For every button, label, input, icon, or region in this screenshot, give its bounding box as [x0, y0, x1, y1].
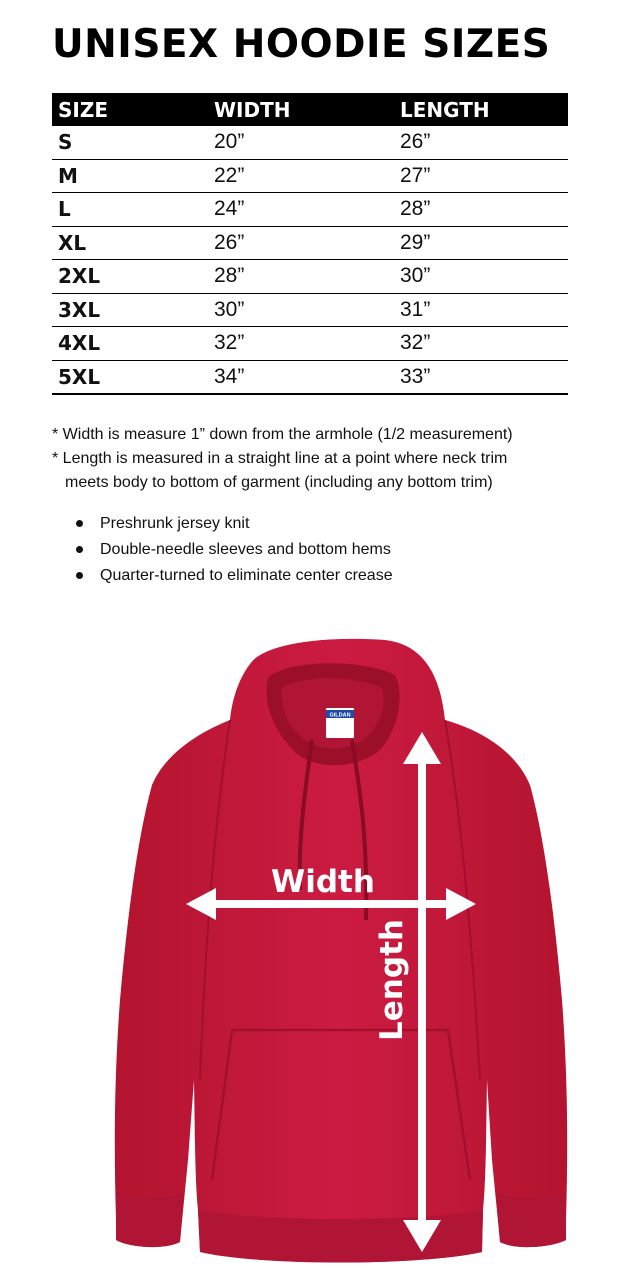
table-row — [52, 126, 568, 159]
length-cell: 33” — [394, 360, 568, 394]
size-cell: 3XL — [52, 293, 208, 327]
table-row — [52, 226, 568, 260]
header-size: SIZE — [52, 93, 208, 126]
header-length: LENGTH — [394, 93, 568, 126]
width-label: Width — [271, 864, 375, 900]
right-cuff — [496, 1192, 566, 1247]
size-cell: 5XL — [52, 360, 208, 394]
length-note-line-2: meets body to bottom of garment (including any bottom trim) — [65, 474, 493, 491]
bullet-icon — [76, 546, 83, 553]
size-cell: XL — [52, 226, 208, 260]
width-cell: 28” — [208, 260, 394, 294]
table-row — [52, 327, 568, 361]
header-width: WIDTH — [208, 93, 394, 126]
size-cell: 4XL — [52, 327, 208, 361]
length-cell: 30” — [394, 260, 568, 294]
length-label: Length — [374, 919, 410, 1041]
length-cell: 26” — [394, 126, 568, 159]
size-cell: L — [52, 193, 208, 227]
hoodie-measurement-illustration — [0, 620, 629, 1283]
table-row — [52, 260, 568, 294]
bullet-icon — [76, 572, 83, 579]
width-cell: 20” — [208, 126, 394, 159]
feature-text: Preshrunk jersey knit — [100, 515, 250, 532]
tag-label: GILDAN — [329, 712, 351, 719]
size-cell: 2XL — [52, 260, 208, 294]
page-title: UNISEX HOODIE SIZES — [52, 22, 551, 67]
feature-item — [74, 563, 393, 589]
bullet-icon — [76, 520, 83, 527]
width-note: * Width is measure 1” down from the armhole (1/2 measurement) — [52, 426, 513, 443]
left-cuff — [116, 1192, 184, 1247]
feature-item — [74, 537, 393, 563]
length-cell: 31” — [394, 293, 568, 327]
feature-text: Double-needle sleeves and bottom hems — [100, 541, 391, 558]
table-row — [52, 159, 568, 193]
table-row — [52, 293, 568, 327]
size-chart-table — [52, 93, 568, 395]
feature-list — [74, 511, 393, 589]
width-cell: 34” — [208, 360, 394, 394]
length-cell: 29” — [394, 226, 568, 260]
length-cell: 32” — [394, 327, 568, 361]
length-note-line-1: * Length is measured in a straight line at a point where neck trim — [52, 450, 508, 467]
width-cell: 30” — [208, 293, 394, 327]
width-cell: 32” — [208, 327, 394, 361]
length-cell: 28” — [394, 193, 568, 227]
width-cell: 24” — [208, 193, 394, 227]
size-cell: S — [52, 126, 208, 159]
feature-item — [74, 511, 393, 537]
width-cell: 26” — [208, 226, 394, 260]
length-cell: 27” — [394, 159, 568, 193]
measurement-notes — [52, 423, 612, 495]
table-row — [52, 193, 568, 227]
feature-text: Quarter-turned to eliminate center crease — [100, 567, 393, 584]
size-cell: M — [52, 159, 208, 193]
width-cell: 22” — [208, 159, 394, 193]
table-row — [52, 360, 568, 394]
table-header-row — [52, 93, 568, 126]
